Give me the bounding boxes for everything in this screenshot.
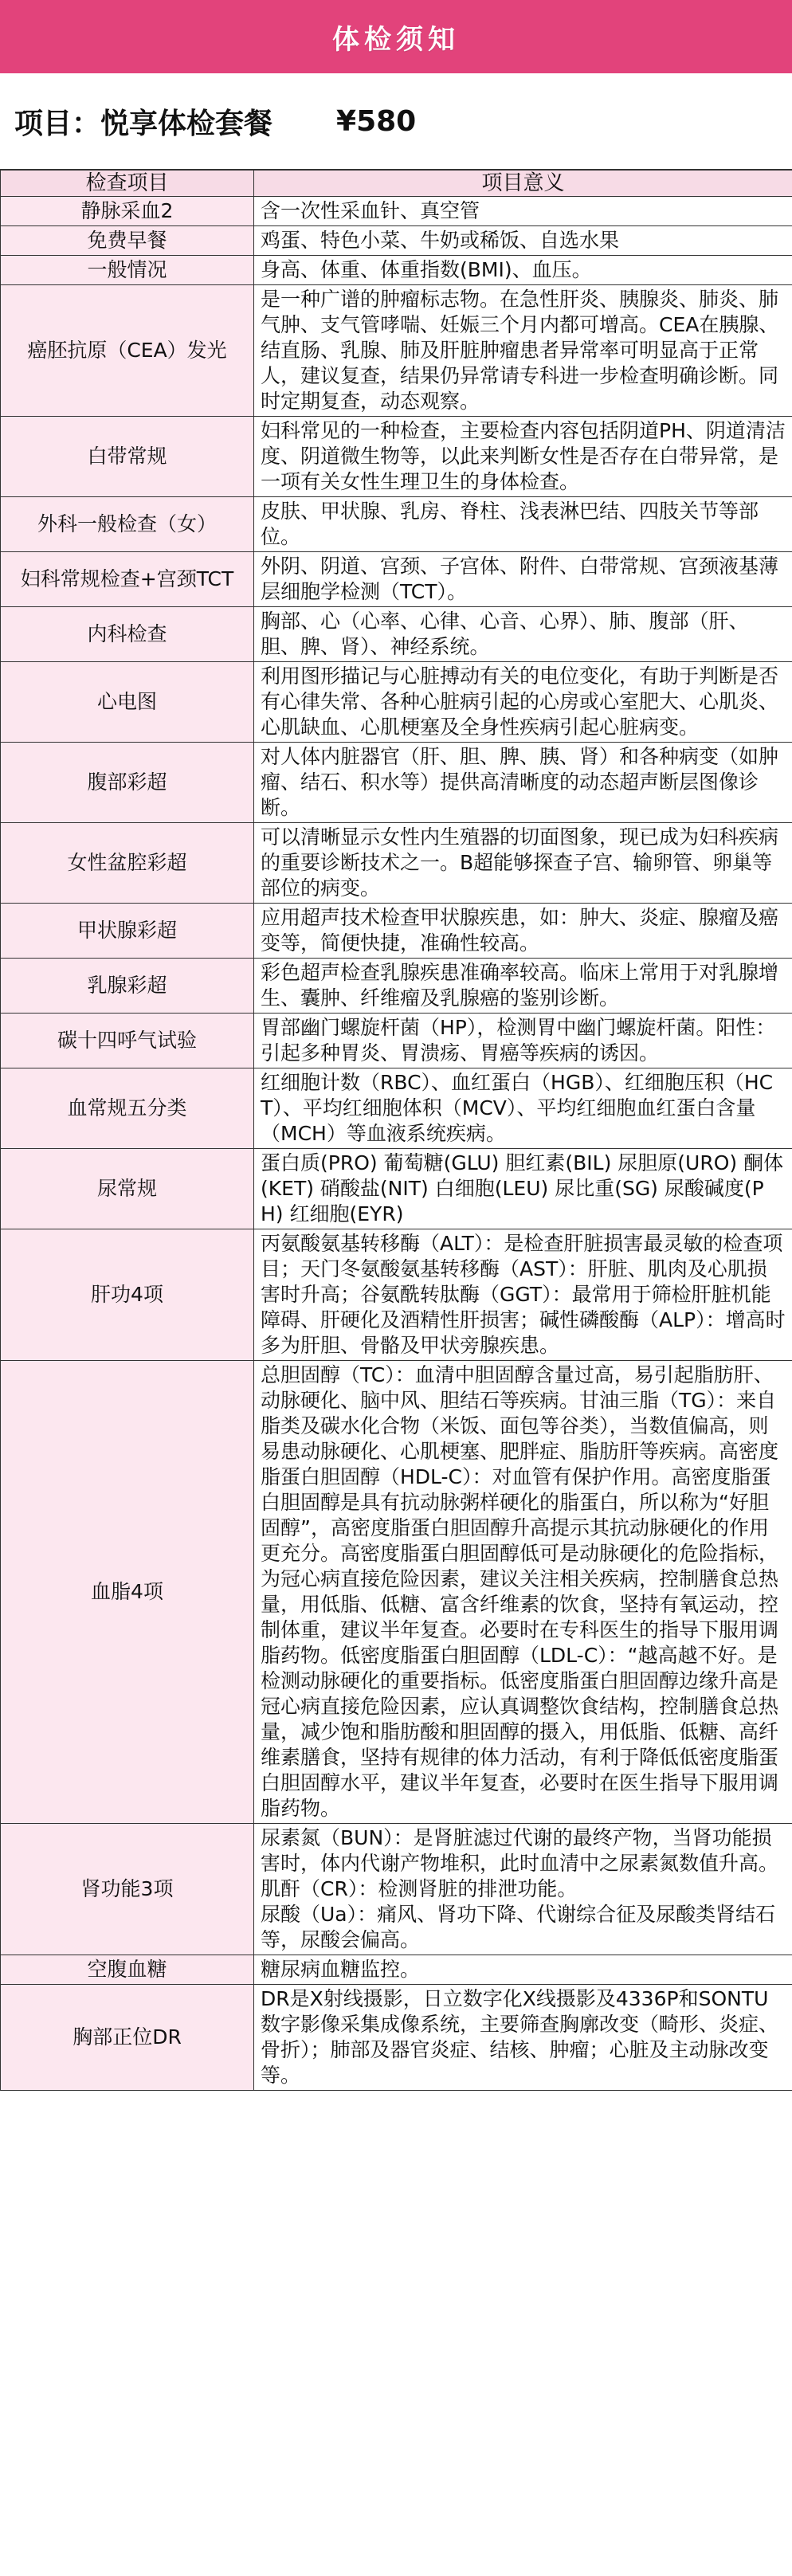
item-meaning: 是一种广谱的肿瘤标志物。在急性肝炎、胰腺炎、肺炎、肺气肿、支气管哮喘、妊娠三个月内都可增高。CEA在胰腺、结直肠、乳腺、肺及肝脏肿瘤患者异常率可明显高于正常人，建议复查，结果仍异常请专科进一步检查明确诊断。同时定期复查，动态观察。 [254,285,792,417]
package-price: ¥580 [336,104,417,138]
item-name: 肾功能3项 [1,1824,254,1955]
item-meaning: 糖尿病血糖监控。 [254,1955,792,1985]
item-meaning: 利用图形描记与心脏搏动有关的电位变化，有助于判断是否有心律失常、各种心脏病引起的心房或心室肥大、心肌炎、心肌缺血、心肌梗塞及全身性疾病引起心脏病变。 [254,662,792,743]
table-row [1,226,792,256]
table-row [1,417,792,497]
item-meaning: 肌酐（CR）：检测肾脏的排泄功能。 [261,1877,578,1900]
item-meaning: 鸡蛋、特色小菜、牛奶或稀饭、自选水果 [254,226,792,256]
item-name: 心电图 [1,662,254,743]
table-row [1,1361,792,1824]
item-name: 内科检查 [1,607,254,662]
item-name: 癌胚抗原（CEA）发光 [1,285,254,417]
table-row [1,1229,792,1361]
table-row [1,959,792,1014]
item-name: 外科一般检查（女） [1,497,254,552]
item-name: 妇科常规检查+宫颈TCT [1,552,254,607]
table-row [1,197,792,226]
item-name: 空腹血糖 [1,1955,254,1985]
item-meaning: 身高、体重、体重指数(BMI)、血压。 [254,256,792,285]
item-name: 血脂4项 [1,1361,254,1824]
item-meaning: 胸部、心（心率、心律、心音、心界）、肺、腹部（肝、胆、脾、肾）、神经系统。 [254,607,792,662]
table-row [1,823,792,904]
item-meaning: 皮肤、甲状腺、乳房、脊柱、浅表淋巴结、四肢关节等部位。 [254,497,792,552]
item-meaning: 尿素氮（BUN）：是肾脏滤过代谢的最终产物，当肾功能损害时，体内代谢产物堆积，此时血清中之尿素氮数值升高。 [261,1826,779,1875]
item-name: 女性盆腔彩超 [1,823,254,904]
table-header-row [1,171,792,197]
table-row [1,1149,792,1229]
table-row [1,743,792,823]
table-row [1,285,792,417]
item-meaning: 蛋白质(PRO) 葡萄糖(GLU) 胆红素(BIL) 尿胆原(URO) 酮体(KET) 硝酸盐(NIT) 白细胞(LEU) 尿比重(SG) 尿酸碱度(PH) 红细胞(EYR) [254,1149,792,1229]
item-name: 甲状腺彩超 [1,904,254,959]
item-name: 尿常规 [1,1149,254,1229]
item-meaning: 胃部幽门螺旋杆菌（HP），检测胃中幽门螺旋杆菌。阳性：引起多种胃炎、胃溃疡、胃癌等疾病的诱因。 [254,1014,792,1068]
item-name: 白带常规 [1,417,254,497]
item-meaning-group [254,1824,792,1955]
item-meaning: 可以清晰显示女性内生殖器的切面图象，现已成为妇科疾病的重要诊断技术之一。B超能够探查子宫、输卵管、卵巢等部位的病变。 [254,823,792,904]
item-name: 一般情况 [1,256,254,285]
column-header-item: 检查项目 [1,171,254,197]
table-row [1,1068,792,1149]
item-name: 碳十四呼气试验 [1,1014,254,1068]
item-name: 静脉采血2 [1,197,254,226]
item-meaning: 对人体内脏器官（肝、胆、脾、胰、肾）和各种病变（如肿瘤、结石、积水等）提供高清晰度的动态超声断层图像诊断。 [254,743,792,823]
item-meaning: 尿酸（Ua）：痛风、肾功下降、代谢综合征及尿酸类肾结石等，尿酸会偏高。 [261,1903,776,1951]
item-meaning: DR是X射线摄影，日立数字化X线摄影及4336P和SONTU数字影像采集成像系统，主要筛查胸廓改变（畸形、炎症、骨折）；肺部及器官炎症、结核、肿瘤；心脏及主动脉改变等。 [254,1985,792,2091]
table-row [1,1014,792,1068]
table-row [1,607,792,662]
table-row [1,497,792,552]
item-name: 肝功4项 [1,1229,254,1361]
item-name: 腹部彩超 [1,743,254,823]
header-bar [0,0,792,73]
item-name: 胸部正位DR [1,1985,254,2091]
page-title: 体检须知 [332,23,460,56]
item-meaning: 总胆固醇（TC）：血清中胆固醇含量过高，易引起脂肪肝、动脉硬化、脑中风、胆结石等疾病。甘油三脂（TG）：来自脂类及碳水化合物（米饭、面包等谷类），当数值偏高，则易患动脉硬化、心肌梗塞、肥胖症、脂肪肝等疾病。高密度脂蛋白胆固醇（HDL-C）：对血管有保护作用。高密度脂蛋白胆固醇是具有抗动脉粥样硬化的脂蛋白，所以称为“好胆固醇”，高密度脂蛋白胆固醇升高提示其抗动脉硬化的作用更充分。高密度脂蛋白胆固醇低可是动脉硬化的危险指标，为冠心病直接危险因素，建议关注相关疾病，控制膳食总热量，用低脂、低糖、富含纤维素的饮食，坚持有氧运动，控制体重，建议半年复查。必要时在专科医生的指导下服用调脂药物。低密度脂蛋白胆固醇（LDL-C）：“越高越不好。是检测动脉硬化的重要指标。低密度脂蛋白胆固醇边缘升高是冠心病直接危险因素，应认真调整饮食结构，控制膳食总热量，减少饱和脂肪酸和胆固醇的摄入，用低脂、低糖、高纤维素膳食，坚持有规律的体力活动，有利于降低低密度脂蛋白胆固醇水平，建议半年复查，必要时在医生指导下服用调脂药物。 [254,1361,792,1824]
item-name: 免费早餐 [1,226,254,256]
table-row [1,904,792,959]
item-meaning: 含一次性采血针、真空管 [254,197,792,226]
item-meaning: 丙氨酸氨基转移酶（ALT）：是检查肝脏损害最灵敏的检查项目；天门冬氨酸氨基转移酶（AST）：肝脏、肌肉及心肌损害时升高；谷氨酰转肽酶（GGT）：最常用于筛检肝脏机能障碍、肝硬化及酒精性肝损害；碱性磷酸酶（ALP）：增高时多为肝胆、骨骼及甲状旁腺疾患。 [254,1229,792,1361]
table-row [1,256,792,285]
column-header-meaning: 项目意义 [254,171,792,197]
package-name: 项目：悦享体检套餐 [14,107,273,140]
item-meaning: 外阴、阴道、宫颈、子宫体、附件、白带常规、宫颈液基薄层细胞学检测（TCT）。 [254,552,792,607]
item-meaning: 妇科常见的一种检查，主要检查内容包括阴道PH、阴道清洁度、阴道微生物等，以此来判断女性是否存在白带异常，是一项有关女性生理卫生的身体检查。 [254,417,792,497]
item-name: 乳腺彩超 [1,959,254,1014]
item-meaning: 红细胞计数（RBC）、血红蛋白（HGB）、红细胞压积（HCT）、平均红细胞体积（MCV）、平均红细胞血红蛋白含量（MCH）等血液系统疾病。 [254,1068,792,1149]
table-row [1,1955,792,1985]
table-row [1,1985,792,2091]
package-line [0,73,792,170]
item-name: 血常规五分类 [1,1068,254,1149]
exam-items-table [0,170,792,2091]
table-row [1,662,792,743]
table-row [1,1824,792,1955]
table-row [1,552,792,607]
item-meaning: 彩色超声检查乳腺疾患准确率较高。临床上常用于对乳腺增生、囊肿、纤维瘤及乳腺癌的鉴别诊断。 [254,959,792,1014]
item-meaning: 应用超声技术检查甲状腺疾患，如：肿大、炎症、腺瘤及癌变等，简便快捷，准确性较高。 [254,904,792,959]
